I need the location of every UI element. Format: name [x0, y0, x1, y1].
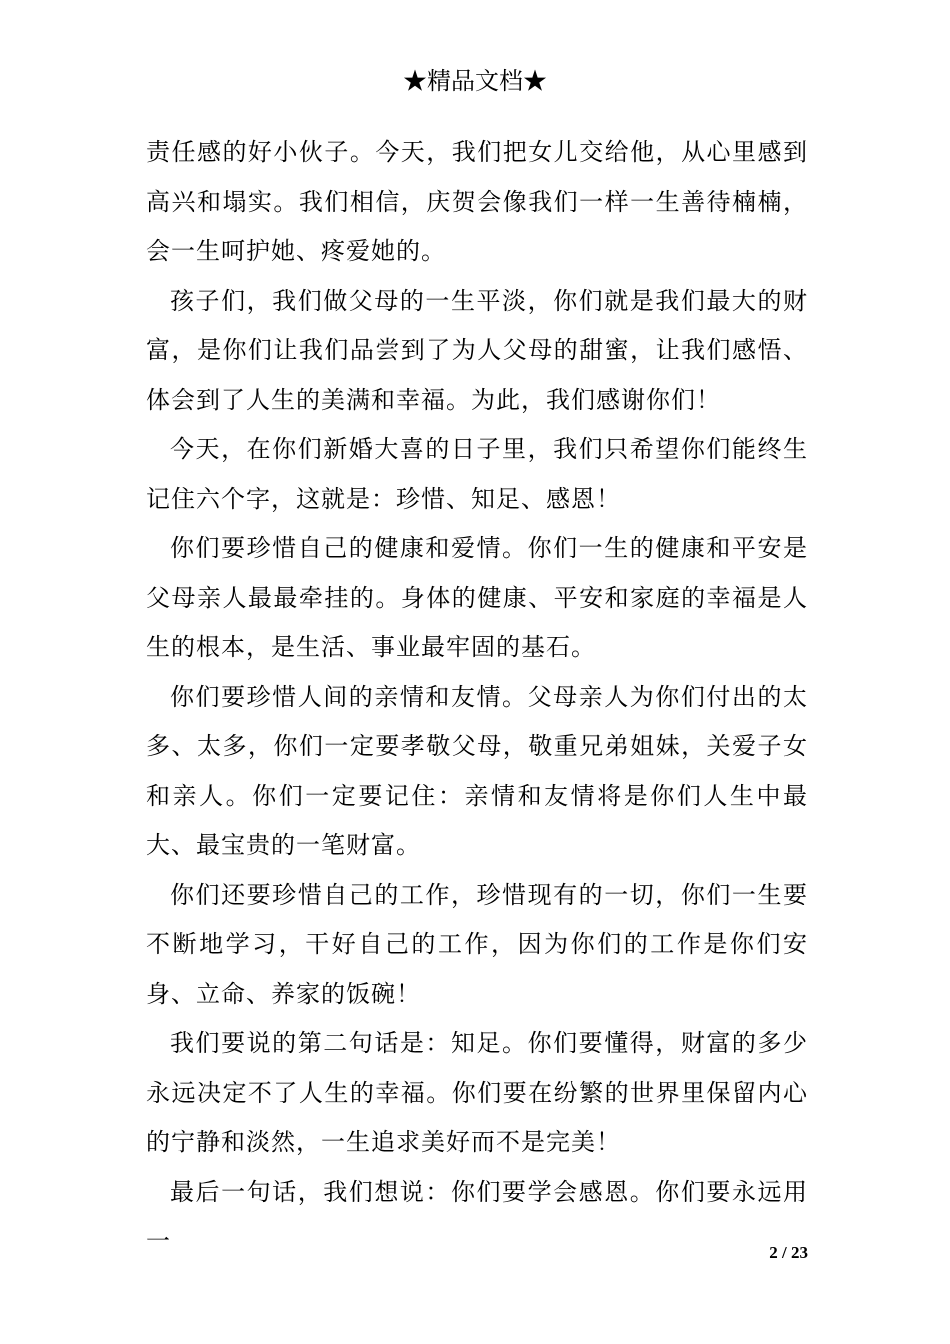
paragraph-1: 责任感的好小伙子。今天，我们把女儿交给他，从心里感到高兴和塌实。我们相信，庆贺会像我们一样一生善待楠楠，会一生呵护她、疼爱她的。 — [146, 138, 808, 265]
paragraph-5: 你们要珍惜人间的亲情和友情。父母亲人为你们付出的太多、太多，你们一定要孝敬父母，敬重兄弟姐妹，关爱子女和亲人。你们一定要记住：亲情和友情将是你们人生中最大、最宝贵的一笔财富。 — [146, 682, 808, 859]
paragraph-8: 最后一句话，我们想说：你们要学会感恩。你们要永远用一 — [146, 1177, 808, 1255]
paragraph-4: 你们要珍惜自己的健康和爱情。你们一生的健康和平安是父母亲人最最牵挂的。身体的健康、平安和家庭的幸福是人生的根本，是生活、事业最牢固的基石。 — [146, 534, 808, 661]
paragraph-2: 孩子们，我们做父母的一生平淡，你们就是我们最大的财富，是你们让我们品尝到了为人父母的甜蜜，让我们感悟、体会到了人生的美满和幸福。为此，我们感谢你们！ — [146, 286, 808, 414]
paragraph-6: 你们还要珍惜自己的工作，珍惜现有的一切，你们一生要不断地学习，干好自己的工作，因为你们的工作是你们安身、立命、养家的饭碗！ — [146, 880, 808, 1008]
page-header: ★精品文档★ — [403, 67, 547, 95]
page-number: 2 / 23 — [769, 1243, 808, 1262]
paragraph-7: 我们要说的第二句话是：知足。你们要懂得，财富的多少永远决定不了人生的幸福。你们要在纷繁的世界里保留内心的宁静和淡然，一生追求美好而不是完美！ — [146, 1029, 808, 1156]
document-body — [146, 128, 808, 1267]
paragraph-3: 今天，在你们新婚大喜的日子里，我们只希望你们能终生记住六个字，这就是：珍惜、知足、感恩！ — [146, 435, 808, 513]
